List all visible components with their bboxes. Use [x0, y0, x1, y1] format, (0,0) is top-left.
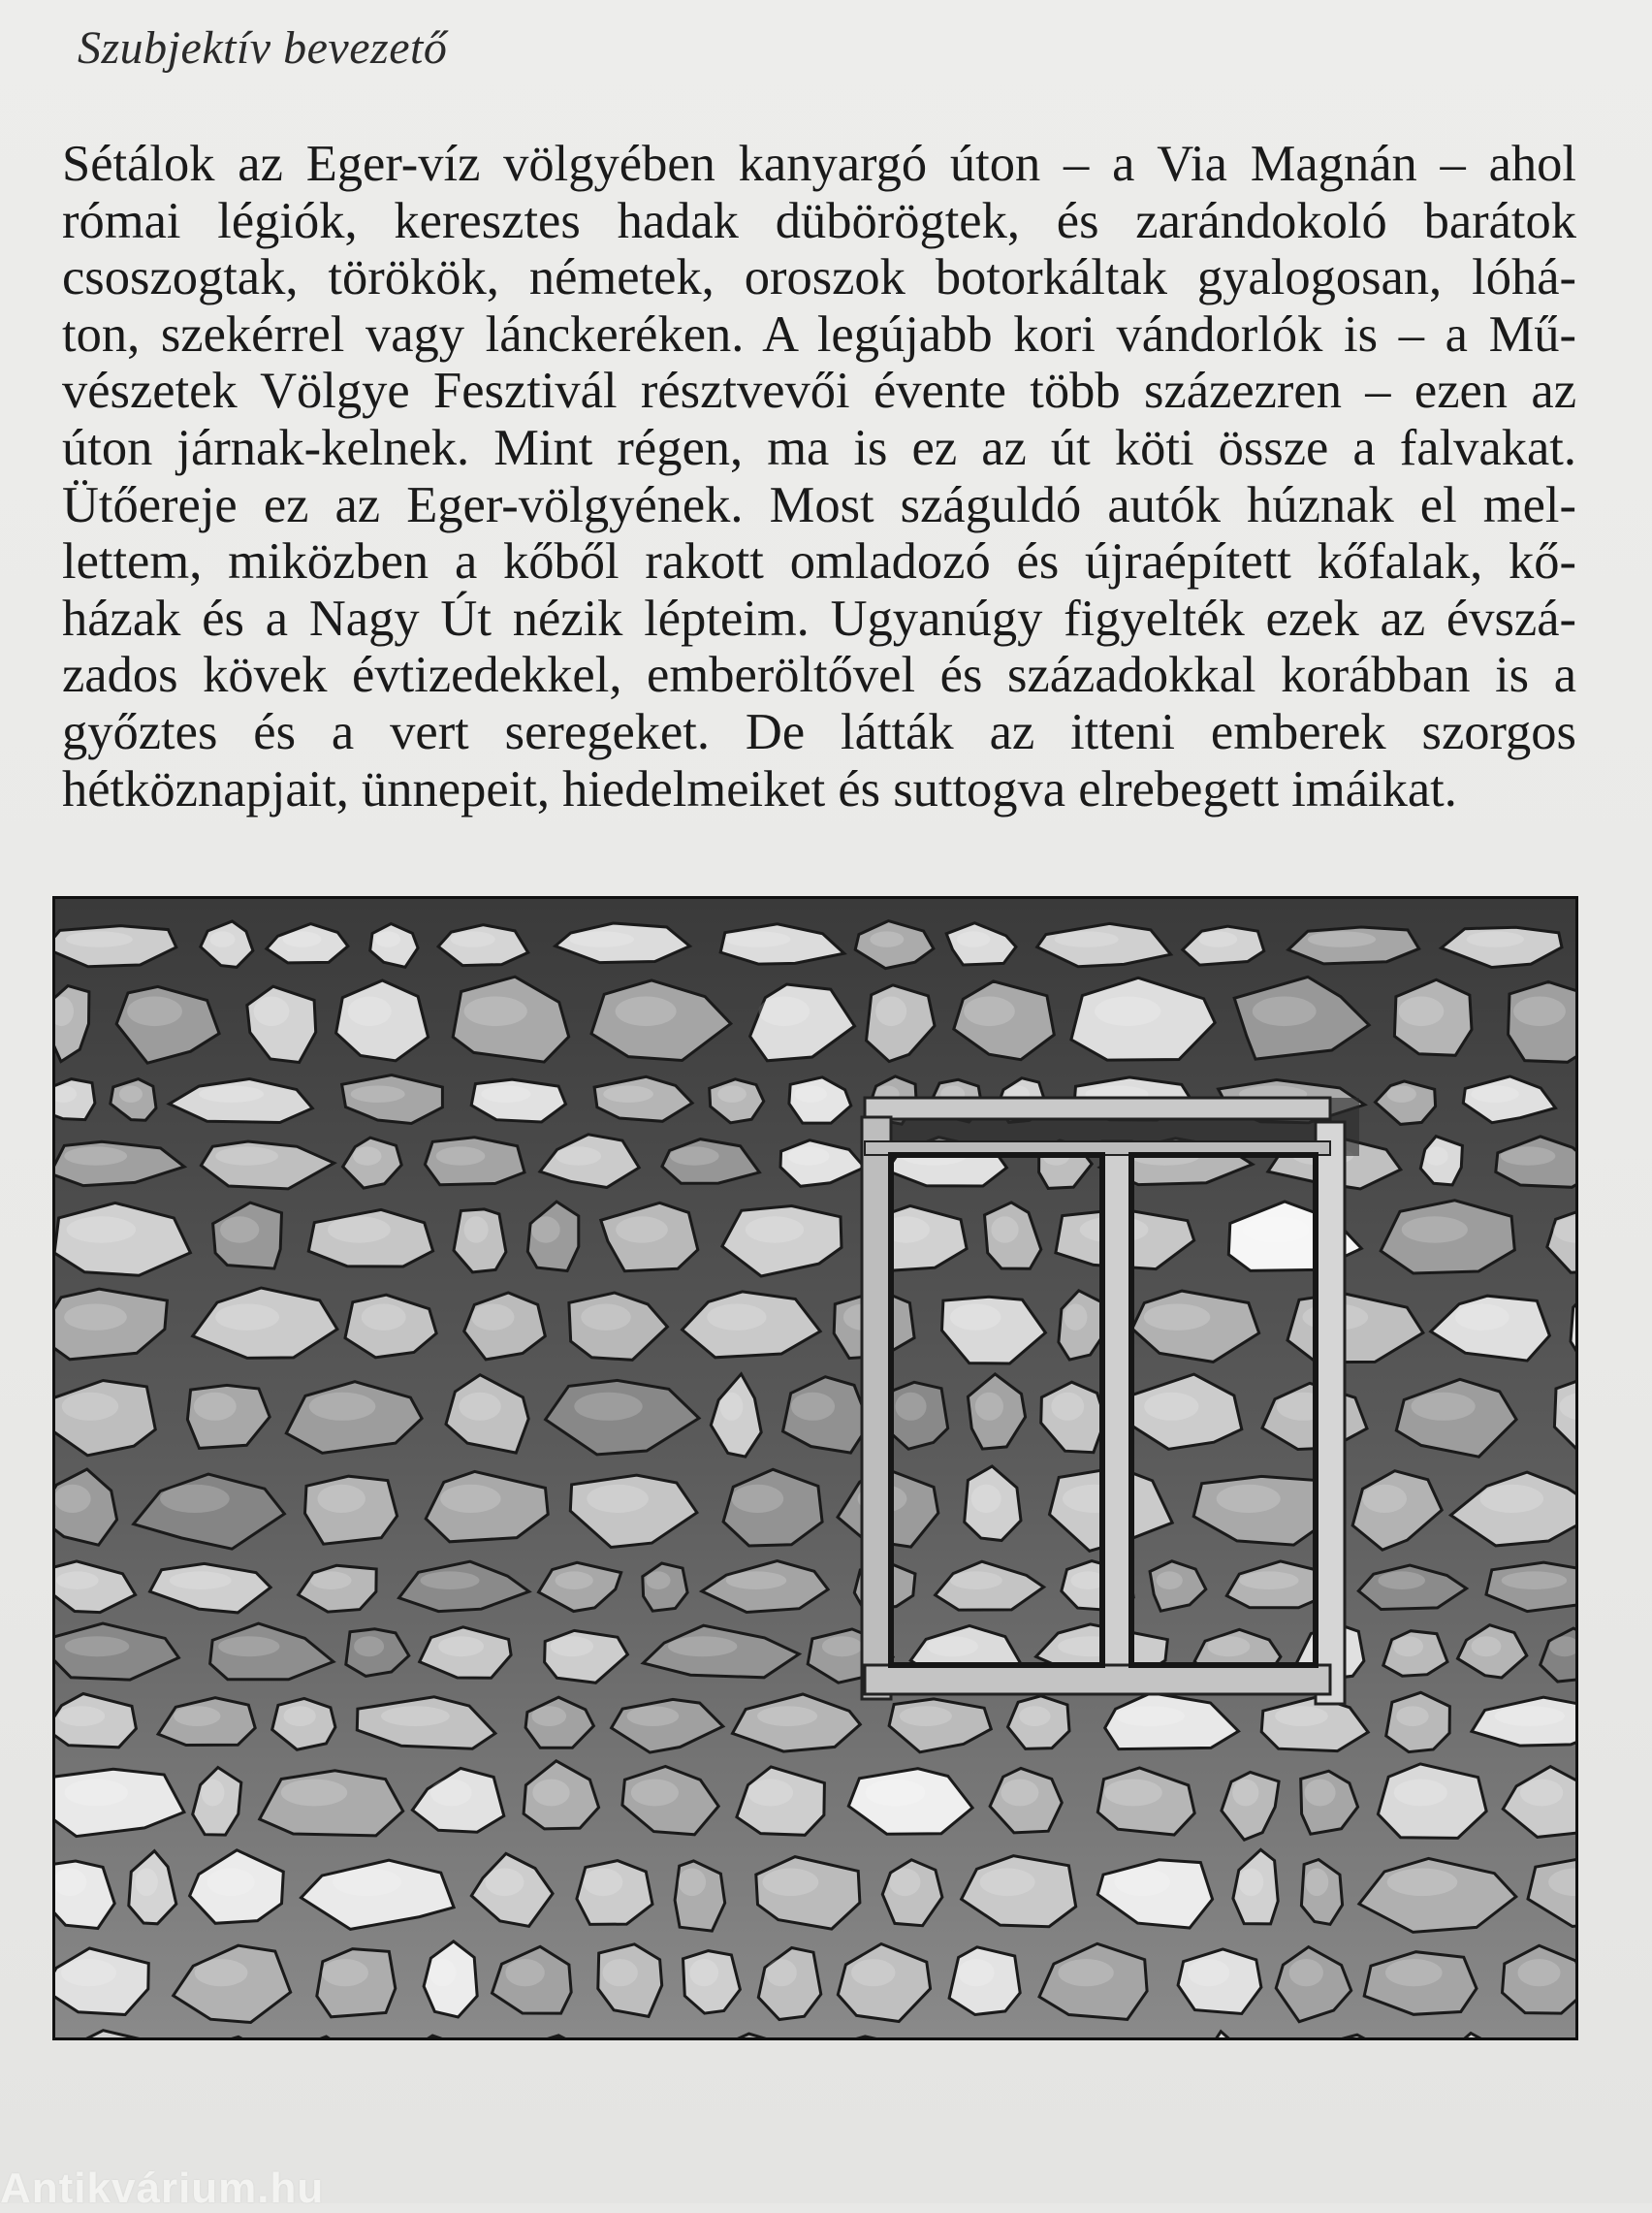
stone-highlight	[1217, 1485, 1281, 1513]
stone-highlight	[309, 1393, 376, 1421]
stone-highlight	[1308, 931, 1376, 946]
stone-highlight	[875, 997, 906, 1027]
stone-highlight	[707, 1304, 766, 1331]
stone-highlight	[284, 1706, 316, 1726]
stone-highlight	[1425, 1146, 1448, 1165]
stone-highlight	[438, 1636, 484, 1656]
stone-highlight	[1385, 1959, 1443, 1986]
stone-highlight	[318, 1485, 365, 1513]
stone-highlight	[1058, 1959, 1113, 1986]
stone-highlight	[254, 997, 290, 1027]
stone-highlight	[1472, 1636, 1502, 1656]
stone-highlight	[362, 1304, 406, 1331]
stone-highlight	[1104, 1780, 1162, 1807]
stone-highlight	[895, 1393, 926, 1421]
stone-highlight	[1188, 1959, 1229, 1986]
stone-highlight	[354, 1636, 384, 1656]
stone-highlight	[170, 1571, 232, 1589]
stone-highlight	[1387, 1869, 1458, 1897]
stone-highlight	[1495, 1706, 1565, 1726]
stone-highlight	[957, 931, 990, 946]
stone-highlight	[64, 1304, 127, 1331]
stone-highlight	[1157, 1571, 1183, 1589]
stone-highlight	[1275, 1706, 1328, 1726]
stone-highlight	[218, 1636, 279, 1656]
stone-highlight	[1019, 1706, 1050, 1726]
stone-highlight	[532, 1706, 567, 1726]
stone-highlight	[964, 997, 1015, 1027]
stone-highlight	[1394, 1780, 1447, 1807]
paragraph-line: római légiók, keresztes hadak dübörögtek, és zarándokoló barátok	[62, 192, 1576, 249]
stone-highlight	[481, 1086, 530, 1103]
stone-highlight	[1095, 997, 1160, 1027]
stone-highlight	[381, 1706, 450, 1726]
paragraph-line: győztes és a vert seregeket. De látták az itteni emberek szorgos	[62, 703, 1576, 760]
stone-highlight	[65, 1780, 128, 1807]
stone-highlight	[763, 1869, 819, 1897]
stone-highlight	[1305, 1869, 1328, 1897]
running-head: Szubjektív bevezető	[78, 22, 448, 74]
paragraph-line: hétköznapjait, ünnepeit, hiedelmeiket és suttogva elrebegett imáikat.	[62, 760, 1457, 818]
stone-highlight	[194, 1393, 237, 1421]
stone-highlight	[1518, 1959, 1561, 1986]
paragraph-line: Ütőereje ez az Eger-völgyének. Most száguldó autók húznak el mel-	[62, 476, 1576, 533]
stone-highlight	[333, 1869, 401, 1897]
stone-highlight	[1471, 1086, 1518, 1103]
paragraph-line: ton, szekérrel vagy lánckeréken. A legújabb kori vándorlók is – a Mű-	[62, 305, 1576, 363]
stone-highlight	[766, 1959, 797, 1986]
stone-highlight	[900, 1706, 952, 1726]
stone-wall-photograph	[52, 896, 1578, 2040]
stone-highlight	[202, 1780, 225, 1807]
stone-highlight	[207, 1869, 255, 1897]
body-paragraph	[62, 136, 1576, 818]
stone-highlight	[1001, 1780, 1038, 1807]
stone-highlight	[464, 997, 527, 1027]
stone-highlight	[720, 1393, 744, 1421]
stone-highlight	[66, 931, 133, 946]
stone-highlight	[627, 1706, 680, 1726]
stone-highlight	[421, 1571, 480, 1589]
stone-highlight	[310, 1571, 351, 1589]
stone-highlight	[670, 1146, 719, 1165]
paragraph-line: házak és a Nagy Út nézik lépteim. Ugyanúgy figyelték ezek az évszá-	[62, 590, 1576, 647]
stone-highlight	[971, 1485, 1001, 1513]
paragraph-line: csoszogtak, törökök, németek, oroszok botorkáltak gyalogosan, lóhá-	[62, 249, 1576, 306]
stone-highlight	[927, 1636, 978, 1656]
stone-highlight	[429, 1959, 457, 1986]
stone-highlight	[459, 1393, 500, 1421]
paragraph-line: lettem, miközben a kőből rakott omladozó és újraépített kőfalak, kő-	[62, 533, 1576, 591]
stone-highlight	[328, 1216, 391, 1242]
paragraph-line: úton járnak-kelnek. Mint régen, ma is ez az út köti össze a falvakat.	[62, 419, 1576, 476]
stone-highlight	[1387, 1086, 1416, 1103]
stone-highlight	[1238, 1869, 1263, 1897]
stone-highlight	[1198, 931, 1237, 946]
stone-highlight	[1305, 1780, 1336, 1807]
stone-highlight	[746, 1216, 804, 1242]
stone-highlight	[1467, 931, 1524, 946]
stone-highlight	[64, 1146, 127, 1165]
stone-highlight	[505, 1959, 544, 1986]
stone-highlight	[1455, 1304, 1509, 1331]
stone-highlight	[584, 1869, 623, 1897]
stone-highlight	[1501, 1146, 1556, 1165]
stone-highlight	[348, 997, 392, 1027]
stone-highlight	[464, 1216, 489, 1242]
stone-highlight	[351, 1086, 405, 1103]
stone-highlight	[1051, 1393, 1084, 1421]
stone-highlight	[1480, 1485, 1544, 1513]
stone-highlight	[65, 1636, 129, 1656]
stone-highlight	[119, 1086, 143, 1103]
stone-highlight	[1502, 1571, 1567, 1589]
stone-highlight	[1243, 1216, 1309, 1242]
stone-highlight	[1402, 1216, 1468, 1242]
stone-highlight	[1115, 1869, 1171, 1897]
stone-highlight	[1399, 997, 1445, 1027]
stone-highlight	[440, 1485, 500, 1513]
stone-highlight	[215, 1146, 278, 1165]
stone-highlight	[975, 1393, 1003, 1421]
stone-highlight	[61, 1959, 116, 1986]
stone-highlight	[788, 1146, 830, 1165]
stone-highlight	[950, 1304, 1001, 1331]
stone-highlight	[486, 1869, 524, 1897]
paragraph-line: zados kövek évtizedekkel, emberöltővel és századokkal korábban is a	[62, 647, 1576, 704]
stone-highlight	[689, 1959, 718, 1986]
stone-highlight	[353, 1146, 381, 1165]
stone-highlight	[532, 1780, 569, 1807]
stone-highlight	[174, 1706, 220, 1726]
stone-highlight	[631, 1780, 679, 1807]
stone-highlight	[795, 1086, 827, 1103]
stone-highlight	[581, 1304, 630, 1331]
stone-highlight	[1115, 1706, 1185, 1726]
stone-highlight	[220, 1216, 259, 1242]
stone-highlight	[574, 1393, 642, 1421]
stone-highlight	[531, 1216, 560, 1242]
stone-highlight	[1253, 997, 1317, 1027]
stone-highlight	[1055, 931, 1119, 946]
stone-highlight	[1513, 997, 1566, 1027]
stone-highlight	[283, 931, 322, 946]
stone-highlight	[1208, 1636, 1251, 1656]
stone-highlight	[1362, 1485, 1407, 1513]
stone-highlight	[1232, 1780, 1258, 1807]
stone-highlight	[991, 1216, 1018, 1242]
stone-highlight	[281, 1780, 347, 1807]
stone-highlight	[759, 997, 810, 1027]
stone-highlight	[199, 1086, 264, 1103]
stone-highlight	[1064, 1304, 1087, 1331]
stone-highlight	[732, 1485, 784, 1513]
stone-highlight	[322, 1959, 368, 1986]
stone-highlight	[747, 1780, 793, 1807]
stone-highlight	[210, 931, 236, 946]
stone-highlight	[958, 1959, 995, 1986]
stone-highlight	[587, 1485, 649, 1513]
stone-highlight	[1144, 1393, 1198, 1421]
stone-highlight	[430, 1780, 472, 1807]
stone-highlight	[215, 1304, 279, 1331]
stone-highlight	[1289, 1959, 1323, 1986]
stone-highlight	[375, 931, 400, 946]
watermark: Antikvárium.hu	[0, 2165, 325, 2212]
stone-highlight	[1144, 1304, 1210, 1331]
stone-highlight	[851, 1959, 895, 1986]
stone-highlight	[136, 1869, 158, 1897]
stone-highlight	[195, 1959, 248, 1986]
stone-highlight	[551, 1636, 593, 1656]
stone-highlight	[1520, 1780, 1563, 1807]
stone-highlight	[980, 1869, 1035, 1897]
stone-wall-image	[55, 899, 1575, 2037]
stone-highlight	[866, 1780, 925, 1807]
stone-highlight	[889, 1869, 920, 1897]
stone-highlight	[451, 931, 495, 946]
stone-highlight	[679, 1869, 707, 1897]
stone-highlight	[616, 1216, 668, 1242]
stone-highlight	[471, 1304, 514, 1331]
stone-highlight	[870, 931, 904, 946]
stone-highlight	[56, 1571, 99, 1589]
stone-highlight	[1412, 1393, 1476, 1421]
stone-highlight	[791, 1393, 835, 1421]
stone-highlight	[127, 997, 182, 1027]
stone-highlight	[556, 1571, 593, 1589]
stone-highlight	[67, 1216, 136, 1242]
stone-highlight	[616, 997, 677, 1027]
stone-highlight	[1239, 1571, 1298, 1589]
stone-highlight	[1396, 1706, 1428, 1726]
stone-highlight	[436, 1146, 486, 1165]
stone-highlight	[717, 1086, 747, 1103]
stone-highlight	[822, 1636, 862, 1656]
stone-highlight	[1393, 1636, 1423, 1656]
stone-highlight	[757, 1706, 817, 1726]
stone-highlight	[725, 931, 790, 946]
stone-highlight	[726, 1571, 786, 1589]
stone-highlight	[603, 1959, 638, 1986]
paragraph-line: Sétálok az Eger-víz völgyében kanyargó úton – a Via Magnán – ahol	[62, 136, 1576, 192]
stone-highlight	[55, 1485, 91, 1513]
stone-highlight	[1378, 1571, 1425, 1589]
stone-highlight	[160, 1485, 230, 1513]
stone-highlight	[950, 1571, 1002, 1589]
stone-highlight	[58, 1706, 105, 1726]
stone-highlight	[603, 1086, 653, 1103]
stone-highlight	[569, 931, 634, 946]
stone-highlight	[556, 1146, 601, 1165]
stone-highlight	[62, 1393, 118, 1421]
paragraph-line: vészetek Völgye Fesztivál résztvevői évente több százezren – ezen az	[62, 363, 1576, 420]
stone-highlight	[668, 1636, 737, 1656]
stone-highlight	[646, 1571, 670, 1589]
